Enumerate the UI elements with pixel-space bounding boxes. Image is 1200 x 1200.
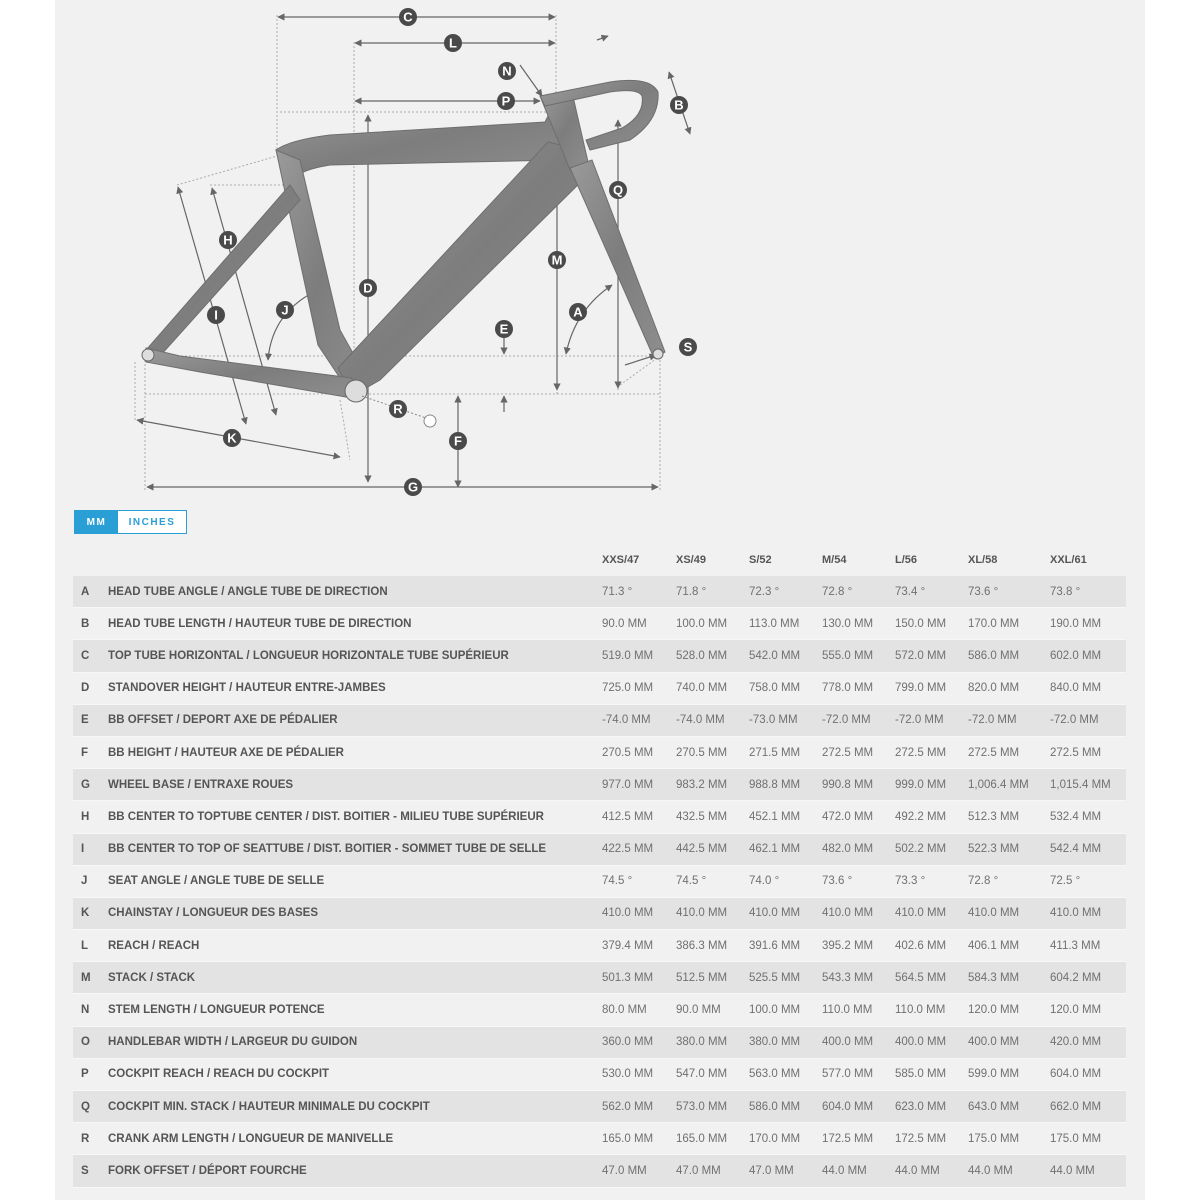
cell-value: 462.1 MM — [749, 843, 801, 856]
cell-value: 840.0 MM — [1050, 682, 1102, 695]
row-label: WHEEL BASE / ENTRAXE ROUES — [108, 778, 294, 791]
cell-value: 519.0 MM — [602, 649, 654, 662]
cell-value: 72.8 ° — [822, 585, 853, 598]
cell-value: 573.0 MM — [676, 1100, 728, 1113]
dimension-label-l — [444, 34, 462, 52]
cell-value: 492.2 MM — [895, 810, 947, 823]
cell-value: 170.0 MM — [968, 617, 1020, 630]
svg-text:F: F — [454, 433, 462, 449]
size-header: M/54 — [822, 554, 847, 566]
cell-value: 564.5 MM — [895, 971, 947, 984]
cell-value: 402.6 MM — [895, 939, 947, 952]
cell-value: 72.3 ° — [749, 585, 780, 598]
row-label: HEAD TUBE ANGLE / ANGLE TUBE DE DIRECTION — [108, 585, 388, 598]
row-label: CRANK ARM LENGTH / LONGUEUR DE MANIVELLE — [108, 1132, 394, 1145]
cell-value: 662.0 MM — [1050, 1100, 1102, 1113]
cell-value: 532.4 MM — [1050, 810, 1102, 823]
cell-value: 360.0 MM — [602, 1036, 654, 1049]
svg-text:G: G — [407, 479, 419, 495]
cell-value: 512.3 MM — [968, 810, 1020, 823]
cell-value: 170.0 MM — [749, 1132, 801, 1145]
svg-text:S: S — [683, 339, 693, 355]
cell-value: 472.0 MM — [822, 810, 874, 823]
cell-value: 410.0 MM — [1050, 907, 1102, 920]
svg-text:M: M — [551, 252, 563, 268]
row-label: SEAT ANGLE / ANGLE TUBE DE SELLE — [108, 875, 325, 888]
cell-value: 120.0 MM — [1050, 1004, 1102, 1017]
cell-value: -72.0 MM — [968, 714, 1017, 727]
cell-value: 547.0 MM — [676, 1068, 728, 1081]
row-letter: P — [81, 1068, 89, 1081]
table-row — [73, 672, 1126, 704]
cell-value: 74.5 ° — [602, 875, 633, 888]
cell-value: 47.0 MM — [676, 1164, 721, 1177]
svg-text:N: N — [502, 63, 512, 79]
table-row — [73, 576, 1126, 608]
cell-value: 73.8 ° — [1050, 585, 1081, 598]
cell-value: 602.0 MM — [1050, 649, 1102, 662]
row-letter: O — [81, 1036, 90, 1049]
cell-value: 272.5 MM — [895, 746, 947, 759]
cell-value: 543.3 MM — [822, 971, 874, 984]
row-letter: D — [81, 682, 90, 695]
cell-value: 585.0 MM — [895, 1068, 947, 1081]
cell-value: 73.3 ° — [895, 875, 926, 888]
cell-value: 270.5 MM — [676, 746, 728, 759]
row-letter: F — [81, 746, 89, 759]
dimension-label-m — [548, 251, 566, 269]
cell-value: 400.0 MM — [968, 1036, 1020, 1049]
cell-value: -74.0 MM — [676, 714, 725, 727]
cell-value: 542.0 MM — [749, 649, 801, 662]
row-label: STANDOVER HEIGHT / HAUTEUR ENTRE-JAMBES — [108, 682, 386, 695]
cell-value: 452.1 MM — [749, 810, 801, 823]
header-blank — [108, 544, 602, 576]
size-header: XL/58 — [968, 554, 998, 566]
dimension-label-c — [399, 8, 417, 26]
cell-value: 73.4 ° — [895, 585, 926, 598]
cell-value: 44.0 MM — [895, 1164, 940, 1177]
table-row — [73, 640, 1126, 672]
cell-value: 725.0 MM — [602, 682, 654, 695]
row-label: HEAD TUBE LENGTH / HAUTEUR TUBE DE DIRECTION — [108, 617, 412, 630]
cell-value: 113.0 MM — [749, 617, 800, 630]
cell-value: -73.0 MM — [749, 714, 798, 727]
cell-value: 562.0 MM — [602, 1100, 654, 1113]
size-header: S/52 — [749, 554, 772, 566]
row-label: STEM LENGTH / LONGUEUR POTENCE — [108, 1004, 325, 1017]
table-row — [73, 930, 1126, 962]
svg-text:H: H — [223, 232, 233, 248]
table-row — [73, 704, 1126, 736]
cell-value: 530.0 MM — [602, 1068, 654, 1081]
svg-text:E: E — [499, 321, 509, 337]
cell-value: 80.0 MM — [602, 1004, 647, 1017]
cell-value: 820.0 MM — [968, 682, 1020, 695]
cell-value: 44.0 MM — [968, 1164, 1013, 1177]
cell-value: 442.5 MM — [676, 843, 728, 856]
cell-value: 420.0 MM — [1050, 1036, 1102, 1049]
cell-value: 386.3 MM — [676, 939, 728, 952]
cell-value: 512.5 MM — [676, 971, 728, 984]
cell-value: 410.0 MM — [676, 907, 728, 920]
cell-value: 525.5 MM — [749, 971, 801, 984]
cell-value: 604.0 MM — [822, 1100, 874, 1113]
cell-value: 999.0 MM — [895, 778, 947, 791]
cell-value: 175.0 MM — [968, 1132, 1020, 1145]
cell-value: 412.5 MM — [602, 810, 654, 823]
cell-value: 73.6 ° — [822, 875, 853, 888]
row-letter: G — [81, 778, 90, 791]
cell-value: 604.0 MM — [1050, 1068, 1102, 1081]
cell-value: 90.0 MM — [602, 617, 647, 630]
row-letter: E — [81, 714, 89, 727]
cell-value: 272.5 MM — [822, 746, 874, 759]
dimension-label-r — [389, 400, 407, 418]
row-letter: M — [81, 971, 91, 984]
cell-value: 380.0 MM — [676, 1036, 728, 1049]
cell-value: 272.5 MM — [968, 746, 1020, 759]
cell-value: 410.0 MM — [895, 907, 947, 920]
cell-value: 72.8 ° — [968, 875, 999, 888]
svg-text:C: C — [403, 9, 413, 25]
cell-value: 165.0 MM — [602, 1132, 654, 1145]
size-header: XXL/61 — [1050, 554, 1087, 566]
cell-value: 740.0 MM — [676, 682, 728, 695]
cell-value: 799.0 MM — [895, 682, 947, 695]
dimension-label-f — [449, 432, 467, 450]
table-row — [73, 833, 1126, 865]
row-letter: K — [81, 907, 90, 920]
row-label: FORK OFFSET / DÉPORT FOURCHE — [108, 1164, 307, 1177]
cell-value: 379.4 MM — [602, 939, 654, 952]
cell-value: 150.0 MM — [895, 617, 947, 630]
cell-value: 130.0 MM — [822, 617, 874, 630]
table-row — [73, 994, 1126, 1026]
row-label: STACK / STACK — [108, 971, 196, 984]
bike-geometry-diagram — [0, 0, 1200, 505]
svg-text:J: J — [281, 302, 289, 318]
row-letter: Q — [81, 1100, 90, 1113]
cell-value: 983.2 MM — [676, 778, 728, 791]
cell-value: 1,006.4 MM — [968, 778, 1029, 791]
dimension-label-d — [359, 279, 377, 297]
cell-value: 47.0 MM — [602, 1164, 647, 1177]
table-row — [73, 897, 1126, 929]
cell-value: 380.0 MM — [749, 1036, 801, 1049]
cell-value: 175.0 MM — [1050, 1132, 1102, 1145]
row-label: BB CENTER TO TOP OF SEATTUBE / DIST. BOITIER - SOMMET TUBE DE SELLE — [108, 843, 547, 856]
svg-text:I: I — [214, 307, 218, 323]
cell-value: 528.0 MM — [676, 649, 728, 662]
cell-value: 584.3 MM — [968, 971, 1020, 984]
cell-value: 623.0 MM — [895, 1100, 947, 1113]
cell-value: 410.0 MM — [968, 907, 1020, 920]
cell-value: 272.5 MM — [1050, 746, 1102, 759]
cell-value: 110.0 MM — [822, 1004, 873, 1017]
dimension-label-e — [495, 320, 513, 338]
row-letter: L — [81, 939, 89, 952]
table-row — [73, 1058, 1126, 1090]
table-row — [73, 769, 1126, 801]
geometry-table — [73, 544, 1126, 1188]
dimension-label-h — [219, 231, 237, 249]
cell-value: 71.3 ° — [602, 585, 633, 598]
cell-value: 172.5 MM — [822, 1132, 874, 1145]
cell-value: 47.0 MM — [749, 1164, 794, 1177]
cell-value: -74.0 MM — [602, 714, 651, 727]
cell-value: 44.0 MM — [1050, 1164, 1095, 1177]
cell-value: 411.3 MM — [1050, 939, 1101, 952]
cell-value: 1,015.4 MM — [1050, 778, 1111, 791]
cell-value: 73.6 ° — [968, 585, 999, 598]
svg-text:P: P — [501, 93, 511, 109]
svg-text:K: K — [227, 430, 237, 446]
cell-value: 758.0 MM — [749, 682, 801, 695]
cell-value: 410.0 MM — [602, 907, 654, 920]
table-row — [73, 962, 1126, 994]
inches-unit-button[interactable]: INCHES — [128, 516, 176, 528]
table-row — [73, 736, 1126, 768]
table-row — [73, 801, 1126, 833]
row-label: BB OFFSET / DEPORT AXE DE PÉDALIER — [108, 714, 338, 727]
cell-value: 643.0 MM — [968, 1100, 1020, 1113]
cell-value: -72.0 MM — [822, 714, 871, 727]
row-letter: I — [81, 843, 85, 856]
dimension-label-s — [679, 338, 697, 356]
cell-value: 406.1 MM — [968, 939, 1020, 952]
cell-value: -72.0 MM — [895, 714, 944, 727]
cell-value: 988.8 MM — [749, 778, 801, 791]
crank-pedal-icon — [424, 415, 436, 427]
svg-text:B: B — [674, 97, 684, 113]
dimension-label-j — [276, 301, 294, 319]
dimension-label-p — [497, 92, 515, 110]
row-letter: S — [81, 1164, 89, 1177]
cell-value: 501.3 MM — [602, 971, 654, 984]
row-label: COCKPIT MIN. STACK / HAUTEUR MINIMALE DU COCKPIT — [108, 1100, 430, 1113]
row-label: REACH / REACH — [108, 939, 200, 952]
row-letter: J — [81, 875, 88, 888]
cell-value: 586.0 MM — [749, 1100, 801, 1113]
row-label: TOP TUBE HORIZONTAL / LONGUEUR HORIZONTALE TUBE SUPÉRIEUR — [108, 649, 509, 662]
cell-value: 120.0 MM — [968, 1004, 1020, 1017]
cell-value: 71.8 ° — [676, 585, 707, 598]
cell-value: 410.0 MM — [822, 907, 874, 920]
cell-value: 778.0 MM — [822, 682, 874, 695]
cell-value: 190.0 MM — [1050, 617, 1102, 630]
cell-value: 555.0 MM — [822, 649, 874, 662]
cell-value: 395.2 MM — [822, 939, 874, 952]
cell-value: 410.0 MM — [749, 907, 801, 920]
cell-value: 400.0 MM — [822, 1036, 874, 1049]
cell-value: 74.5 ° — [676, 875, 707, 888]
row-label: BB HEIGHT / HAUTEUR AXE DE PÉDALIER — [108, 746, 344, 759]
cell-value: 542.4 MM — [1050, 843, 1102, 856]
cell-value: 422.5 MM — [602, 843, 654, 856]
cell-value: 100.0 MM — [676, 617, 728, 630]
dimension-label-n — [498, 62, 516, 80]
cell-value: 563.0 MM — [749, 1068, 801, 1081]
cell-value: 599.0 MM — [968, 1068, 1020, 1081]
mm-unit-button[interactable]: MM — [75, 511, 118, 533]
size-header-row — [73, 544, 1126, 576]
row-letter: C — [81, 649, 90, 662]
guide-lines — [135, 15, 660, 490]
cell-value: 44.0 MM — [822, 1164, 867, 1177]
row-letter: N — [81, 1004, 90, 1017]
row-letter: R — [81, 1132, 90, 1145]
cell-value: 270.5 MM — [602, 746, 654, 759]
cell-value: -72.0 MM — [1050, 714, 1099, 727]
table-row — [73, 1026, 1126, 1058]
cell-value: 586.0 MM — [968, 649, 1020, 662]
svg-text:D: D — [363, 280, 373, 296]
dimension-label-g — [404, 478, 422, 496]
cell-value: 74.0 ° — [749, 875, 780, 888]
size-header: XXS/47 — [602, 554, 640, 566]
cell-value: 977.0 MM — [602, 778, 654, 791]
cell-value: 572.0 MM — [895, 649, 947, 662]
dimension-label-k — [223, 429, 241, 447]
cell-value: 172.5 MM — [895, 1132, 947, 1145]
size-header: L/56 — [895, 554, 918, 566]
cell-value: 577.0 MM — [822, 1068, 874, 1081]
dimension-label-q — [609, 181, 627, 199]
row-letter: H — [81, 810, 90, 823]
unit-toggle — [74, 510, 187, 534]
row-letter: B — [81, 617, 90, 630]
svg-text:A: A — [573, 304, 583, 320]
cell-value: 100.0 MM — [749, 1004, 801, 1017]
svg-text:L: L — [449, 35, 457, 51]
dimension-label-a — [569, 303, 587, 321]
cell-value: 400.0 MM — [895, 1036, 947, 1049]
cell-value: 432.5 MM — [676, 810, 728, 823]
dimension-label-b — [670, 96, 688, 114]
dimension-label-i — [207, 306, 225, 324]
table-row — [73, 1091, 1126, 1123]
cell-value: 110.0 MM — [895, 1004, 946, 1017]
cell-value: 604.2 MM — [1050, 971, 1102, 984]
table-row — [73, 1155, 1126, 1187]
size-header: XS/49 — [676, 554, 706, 566]
cell-value: 502.2 MM — [895, 843, 947, 856]
row-label: COCKPIT REACH / REACH DU COCKPIT — [108, 1068, 330, 1081]
svg-text:R: R — [393, 401, 403, 417]
cell-value: 72.5 ° — [1050, 875, 1081, 888]
cell-value: 990.8 MM — [822, 778, 874, 791]
cell-value: 165.0 MM — [676, 1132, 728, 1145]
cell-value: 522.3 MM — [968, 843, 1020, 856]
header-blank — [73, 544, 108, 576]
table-row — [73, 608, 1126, 640]
cell-value: 482.0 MM — [822, 843, 874, 856]
row-label: HANDLEBAR WIDTH / LARGEUR DU GUIDON — [108, 1036, 358, 1049]
table-row — [73, 865, 1126, 897]
row-label: CHAINSTAY / LONGUEUR DES BASES — [108, 907, 319, 920]
row-label: BB CENTER TO TOPTUBE CENTER / DIST. BOITIER - MILIEU TUBE SUPÉRIEUR — [108, 810, 544, 823]
svg-text:Q: Q — [612, 182, 624, 198]
cell-value: 391.6 MM — [749, 939, 801, 952]
table-row — [73, 1123, 1126, 1155]
cell-value: 271.5 MM — [749, 746, 801, 759]
cell-value: 90.0 MM — [676, 1004, 721, 1017]
row-letter: A — [81, 585, 90, 598]
